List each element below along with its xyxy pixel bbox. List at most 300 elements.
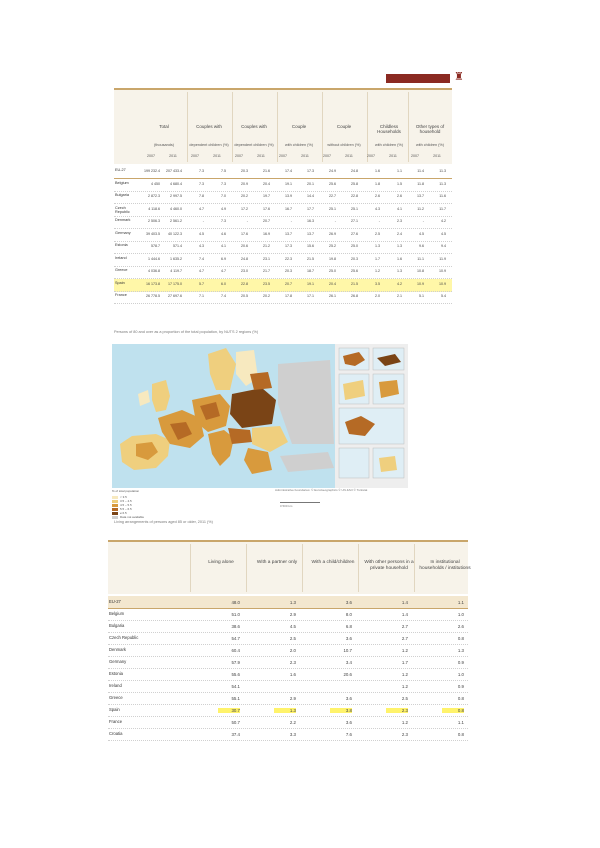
table-cell: 16.9 — [263, 231, 270, 236]
country-label: Bulgaria — [109, 623, 125, 628]
table-cell: 4.2 — [397, 281, 402, 286]
column-unit-label: with children (%) — [374, 143, 404, 147]
table-cell: 2.2 — [289, 720, 296, 725]
table-cell: 13.7 — [307, 231, 314, 236]
year-header: 2011 — [169, 154, 177, 158]
table-cell: 11.3 — [439, 181, 446, 186]
baltics-region — [250, 372, 272, 390]
table-cell: 19.7 — [263, 194, 270, 198]
table-cell: 4.6 — [221, 231, 226, 236]
table-cell: 1.4 — [401, 600, 408, 605]
table-cell: 207 433.4 — [166, 169, 182, 173]
table-cell: 4 450 — [151, 181, 160, 186]
poland-region — [230, 388, 276, 428]
turkey-region — [280, 452, 334, 472]
table-cell: 4.2 — [441, 219, 446, 223]
column-header: With a partner only — [256, 560, 298, 565]
table-cell: 20.4 — [263, 181, 270, 186]
table-row — [114, 291, 452, 304]
table-cell: 1.7 — [401, 660, 408, 665]
table-cell: 25.0 — [329, 269, 336, 273]
table-cell: 21.5 — [351, 281, 358, 286]
table-cell: 23.0 — [241, 269, 248, 273]
table-cell: 22.3 — [285, 256, 292, 261]
table-cell: 16.7 — [285, 206, 292, 211]
table-cell: 5.4 — [441, 294, 446, 298]
country-label: Belgium — [115, 180, 129, 185]
table-cell: 1 444.6 — [148, 256, 160, 261]
column-group-header: Couple — [336, 124, 352, 129]
table-cell: 38.6 — [231, 624, 240, 629]
sweden-region — [208, 348, 236, 390]
year-header: 2011 — [389, 154, 397, 158]
table-cell: 20.6 — [343, 672, 352, 677]
table-cell: 2.3 — [401, 732, 408, 737]
uk-region — [152, 380, 170, 412]
country-label: Greece — [109, 695, 123, 700]
table-cell: 20.6 — [241, 244, 248, 248]
column-header: With a child/children — [311, 560, 355, 565]
table-cell: 17.6 — [263, 206, 270, 211]
table-row — [114, 204, 452, 217]
table-row — [114, 266, 452, 279]
table-cell: 7.3 — [199, 181, 204, 186]
country-label: France — [109, 719, 123, 724]
table-cell: 4 118.6 — [148, 206, 160, 211]
table-cell: 9.6 — [419, 244, 424, 248]
table-cell: 1.3 — [289, 600, 296, 605]
table-cell: 4 680.4 — [170, 181, 182, 186]
table-cell: 3.3 — [289, 732, 296, 737]
table-cell: 2 872.3 — [148, 194, 160, 198]
table-cell: 1.6 — [375, 169, 380, 173]
country-label: Estonia — [109, 671, 123, 676]
year-header: 2011 — [433, 154, 441, 158]
table-cell: 2.9 — [289, 696, 296, 701]
table-cell: 10.9 — [439, 281, 446, 286]
table-cell: 2 997.5 — [170, 194, 182, 198]
table-cell: 1.3 — [274, 708, 296, 713]
austria-hungary-region — [228, 428, 252, 444]
country-label: France — [115, 293, 127, 297]
table-cell: 23.5 — [263, 281, 270, 286]
table-cell: 7.6 — [345, 732, 352, 737]
table-cell: 3.6 — [345, 600, 352, 605]
table-cell: 25.8 — [351, 181, 358, 186]
table-cell: 6.0 — [221, 281, 226, 286]
table-cell: 2.9 — [289, 612, 296, 617]
table-cell: - — [334, 219, 336, 223]
table-top-rule — [114, 88, 452, 90]
table-cell: 2.3 — [386, 708, 408, 713]
country-label: Bulgaria — [115, 193, 129, 197]
table-cell: 4.5 — [199, 231, 204, 236]
map-insets-panel — [335, 344, 408, 488]
table-cell: 10.7 — [343, 648, 352, 653]
table-cell: 24.8 — [241, 256, 248, 261]
table-cell: 1.8 — [375, 181, 380, 186]
table-cell: 20.7 — [285, 281, 292, 286]
map-insets-svg — [335, 344, 408, 488]
legend-swatch — [112, 508, 118, 511]
table-cell: 1 635.2 — [170, 256, 182, 261]
non-eu-region — [278, 360, 334, 444]
table-cell: 20.3 — [351, 256, 358, 261]
year-header: 2007 — [191, 154, 199, 158]
table-cell: 3.6 — [345, 636, 352, 641]
table-cell: 23.1 — [263, 256, 270, 261]
table-cell: 6.9 — [221, 256, 226, 261]
table-cell: 25.1 — [351, 206, 358, 211]
table-cell: 3.6 — [345, 720, 352, 725]
table-cell: 17.3 — [285, 244, 292, 248]
table-cell: 1.6 — [289, 672, 296, 677]
table-cell: 20.2 — [241, 194, 248, 198]
table-cell: 26.1 — [329, 294, 336, 298]
table-cell: 19.1 — [285, 181, 292, 186]
legend-label: 3.5 – 4.5 — [120, 499, 132, 503]
table-cell: - — [246, 219, 248, 223]
table-cell: 17.7 — [307, 206, 314, 211]
column-separator — [408, 92, 409, 162]
table-cell: 5.1 — [419, 294, 424, 298]
table-cell: 2.7 — [401, 636, 408, 641]
table-cell: 1.5 — [397, 181, 402, 186]
legend-swatch — [112, 516, 118, 519]
column-header: With other persons in a private household — [364, 560, 414, 571]
country-label: Spain — [115, 280, 125, 285]
year-header: 2011 — [213, 154, 221, 158]
table-cell: 1.1 — [457, 720, 464, 725]
table-cell: 2.7 — [401, 624, 408, 629]
table-row — [108, 728, 468, 741]
year-header: 2007 — [323, 154, 331, 158]
table-cell: 10.9 — [439, 269, 446, 273]
country-label: Greece — [115, 268, 128, 272]
table-cell: 2.5 — [401, 696, 408, 701]
table-cell: 11.2 — [417, 206, 424, 211]
table-cell: 11.6 — [439, 194, 446, 198]
table-cell: 15.6 — [307, 244, 314, 248]
table-cell: 0.9 — [457, 684, 464, 689]
legend-swatch — [112, 512, 118, 515]
country-label: EU-27 — [109, 599, 121, 604]
legend-title: % of total population — [112, 489, 140, 493]
table-cell: 7.4 — [199, 256, 204, 261]
country-label: Ireland — [109, 683, 122, 688]
column-unit-label: without children (%) — [327, 143, 361, 147]
table-cell: 20.5 — [241, 294, 248, 298]
table-cell: 17.6 — [241, 231, 248, 236]
table-cell: 7.1 — [199, 294, 204, 298]
table-cell: 2.5 — [375, 231, 380, 236]
table-cell: 25.0 — [351, 244, 358, 248]
table-cell: 1.3 — [457, 648, 464, 653]
column-separator — [414, 544, 415, 592]
table-cell: 2.6 — [397, 194, 402, 198]
map-scale-bar — [280, 502, 320, 508]
table-cell: 57.9 — [231, 660, 240, 665]
table-cell: 11.8 — [417, 181, 424, 186]
table-cell: 2.0 — [375, 294, 380, 298]
table-cell: 26 778.5 — [146, 294, 160, 298]
country-label: Germany — [115, 230, 131, 235]
table-cell: 1.3 — [375, 244, 380, 248]
table-cell: 2.3 — [397, 219, 402, 223]
table-cell: 1.0 — [457, 612, 464, 617]
table-cell: 22.8 — [351, 194, 358, 198]
table-cell: 20.1 — [307, 181, 314, 186]
country-label: Spain — [109, 707, 120, 712]
table-cell: 2.6 — [457, 624, 464, 629]
table-cell: 11.7 — [439, 206, 446, 211]
column-group-header: Couples with — [241, 124, 267, 129]
table-cell: 2.5 — [289, 636, 296, 641]
table-cell: 25.1 — [329, 206, 336, 211]
table-cell: 39 403.5 — [146, 231, 160, 236]
table-cell: 11.9 — [439, 256, 446, 261]
table-cell: 37.4 — [231, 732, 240, 737]
table-cell: 2.4 — [397, 231, 402, 236]
table-cell: 26.8 — [351, 294, 358, 298]
table-cell: 2 561.2 — [170, 219, 182, 223]
column-unit-label: with children (%) — [284, 143, 314, 147]
table-cell: 54.7 — [231, 636, 240, 641]
table-cell: 4.3 — [199, 244, 204, 248]
header-banner — [386, 74, 450, 83]
table-cell: 11.3 — [439, 169, 446, 173]
column-separator — [246, 544, 247, 592]
country-label: Denmark — [109, 647, 126, 652]
country-label: Estonia — [115, 243, 128, 247]
table-cell: 30.7 — [218, 708, 240, 713]
table-cell: 18.7 — [307, 269, 314, 273]
table-cell: 4.9 — [221, 206, 226, 211]
column-separator — [302, 544, 303, 592]
table-cell: 1.3 — [397, 244, 402, 248]
table-cell: 21.5 — [307, 256, 314, 261]
table-cell: 27.1 — [351, 219, 358, 223]
legend-swatch — [112, 496, 118, 499]
table-cell: 4.5 — [441, 231, 446, 236]
column-separator — [322, 92, 323, 162]
table-row — [114, 229, 452, 242]
table-cell: 199 232.4 — [144, 169, 160, 173]
table-cell: 7.3 — [221, 181, 226, 186]
country-label: Germany — [109, 659, 127, 664]
column-separator — [277, 92, 278, 162]
table-cell: 24.8 — [351, 169, 358, 173]
table-cell: 1.2 — [401, 648, 408, 653]
table2-caption: Living arrangements of persons aged 85 or older, 2011 (%) — [114, 520, 213, 524]
column-group-header: Other types of household — [415, 124, 445, 134]
table-cell: 51.0 — [231, 612, 240, 617]
column-separator — [187, 92, 188, 162]
table-cell: 27 697.6 — [168, 294, 182, 298]
table-cell: - — [422, 219, 424, 223]
table-cell: 20.2 — [263, 294, 270, 298]
table-cell: 22.7 — [329, 194, 336, 198]
scale-label: 0 500 km — [280, 504, 293, 508]
table-cell: 4.7 — [199, 269, 204, 273]
table-cell: 1.7 — [375, 256, 380, 261]
table-cell: - — [202, 219, 204, 223]
table-cell: 3.8 — [330, 708, 352, 713]
table-cell: 14.4 — [307, 194, 314, 198]
romania-region — [252, 426, 288, 452]
table-cell: 1.6 — [397, 256, 402, 261]
country-label: Ireland — [115, 255, 127, 260]
map-caption: Persons of 80 and over as a proportion of the total population, by NUTS 2 regions (%) — [114, 330, 259, 334]
table-cell: 7.0 — [221, 194, 226, 198]
table-cell: 2 506.3 — [148, 219, 160, 223]
table-cell: 578.7 — [151, 244, 160, 248]
table-cell: 1.0 — [457, 672, 464, 677]
table-cell: 7.4 — [221, 294, 226, 298]
legend-label: ≥ 6.5 — [120, 511, 127, 515]
table-cell: 17.3 — [307, 169, 314, 173]
year-header: 2011 — [257, 154, 265, 158]
table-cell: 11.4 — [417, 169, 424, 173]
household-composition-table — [114, 88, 452, 304]
table-cell: 4.5 — [289, 624, 296, 629]
table-cell: 25.6 — [351, 269, 358, 273]
table-cell: 0.8 — [457, 696, 464, 701]
table-cell: 16 173.8 — [146, 281, 160, 286]
table-cell: 2.1 — [397, 294, 402, 298]
column-group-header: Total — [159, 124, 169, 129]
table-cell: 21.2 — [263, 244, 270, 248]
table-cell: 0.8 — [442, 708, 464, 713]
table-cell: 50.7 — [231, 720, 240, 725]
table-cell: 55.1 — [231, 696, 240, 701]
table-row — [114, 254, 452, 267]
table-cell: 1.1 — [397, 169, 402, 173]
table-cell: 13.7 — [417, 194, 424, 198]
year-header: 2007 — [235, 154, 243, 158]
table-cell: 25.2 — [329, 244, 336, 248]
table-row — [114, 166, 452, 179]
table-cell: 4.5 — [419, 231, 424, 236]
column-separator — [190, 544, 191, 592]
table-cell: 2.0 — [289, 648, 296, 653]
column-unit-label: dependent children (%) — [189, 143, 229, 147]
legend-label: 5.5 – 6.5 — [120, 507, 132, 511]
table-cell: 17.1 — [307, 294, 314, 298]
table-cell: 9.4 — [441, 244, 446, 248]
year-header: 2007 — [147, 154, 155, 158]
table-cell: 13.7 — [285, 231, 292, 236]
table-cell: 11.1 — [417, 256, 424, 261]
table-cell: 3.6 — [345, 696, 352, 701]
column-unit-label: dependent children (%) — [234, 143, 274, 147]
table-cell: 17.8 — [285, 294, 292, 298]
legend-swatch — [112, 500, 118, 503]
table-cell: 17.4 — [285, 169, 292, 173]
table-row — [114, 241, 452, 254]
year-header: 2007 — [367, 154, 375, 158]
table-cell: 24.9 — [329, 169, 336, 173]
column-header: Living alone — [208, 560, 234, 565]
table-cell: 10.9 — [417, 281, 424, 286]
table-cell: 16.3 — [307, 219, 314, 223]
column-separator — [232, 92, 233, 162]
table-cell: 0.9 — [457, 660, 464, 665]
table-cell: 40 122.3 — [168, 231, 182, 236]
table-cell: 4 119.7 — [170, 269, 182, 273]
table-cell: 1.4 — [401, 612, 408, 617]
table-cell: 22.8 — [241, 281, 248, 286]
legend-label: 4.5 – 5.5 — [120, 503, 132, 507]
country-label: EU-27 — [115, 168, 126, 172]
table-cell: 60.4 — [231, 648, 240, 653]
column-separator — [358, 544, 359, 592]
table-cell: - — [378, 219, 380, 223]
table-cell: 21.6 — [263, 169, 270, 173]
table-cell: 4.3 — [375, 206, 380, 211]
table-cell: 10.8 — [417, 269, 424, 273]
ireland-region — [138, 390, 150, 406]
table-cell: 4.1 — [221, 244, 226, 248]
table-cell: 8.0 — [345, 612, 352, 617]
table-cell: 1.2 — [401, 672, 408, 677]
table-cell: 2.3 — [289, 660, 296, 665]
legend-swatch — [112, 504, 118, 507]
legend-label: < 3.5 — [120, 495, 127, 499]
table-cell: 5.7 — [199, 281, 204, 286]
table-cell: - — [290, 219, 292, 223]
year-header: 2007 — [279, 154, 287, 158]
table-cell: 4.7 — [221, 269, 226, 273]
table-cell: 27.6 — [351, 231, 358, 236]
table-cell: 0.8 — [457, 636, 464, 641]
table-cell: 1.1 — [457, 600, 464, 605]
column-header: In institutional households / institutions — [419, 560, 471, 571]
column-group-header: Couple — [291, 124, 307, 129]
table-top-rule — [108, 540, 468, 542]
castle-icon: ♜ — [454, 71, 464, 83]
table-cell: 21.7 — [263, 269, 270, 273]
table-cell: 20.9 — [241, 181, 248, 186]
table-cell: 17.2 — [241, 206, 248, 211]
table-cell: 4 036.8 — [148, 269, 160, 273]
table-cell: 0.8 — [457, 732, 464, 737]
table-cell: 19.8 — [329, 256, 336, 261]
table-cell: 55.6 — [231, 672, 240, 677]
year-header: 2011 — [301, 154, 309, 158]
column-group-header: Couples with — [196, 124, 222, 129]
country-label: Czech Republic — [115, 205, 130, 214]
table-cell: 20.7 — [263, 219, 270, 223]
table-row — [114, 279, 452, 292]
table-cell: 7.5 — [221, 169, 226, 173]
table-cell: 4.7 — [199, 206, 204, 211]
column-group-header: Childless Households — [377, 124, 401, 134]
table-cell: 19.1 — [307, 281, 314, 286]
country-label: Croatia — [109, 731, 123, 736]
column-unit-label: (thousands) — [153, 143, 175, 147]
table-cell: 6.8 — [345, 624, 352, 629]
table-cell: 571.4 — [173, 244, 182, 248]
table-cell: 17 175.0 — [168, 281, 182, 286]
map-footnote: Administrative boundaries: © EuroGeographics © UN-FAO © Turkstat — [275, 488, 368, 492]
table-cell: 26.9 — [329, 231, 336, 236]
country-label: Belgium — [109, 611, 125, 616]
country-label: Czech Republic — [109, 635, 139, 640]
table-cell: 4.1 — [397, 206, 402, 211]
table-cell: 3.4 — [345, 660, 352, 665]
table-cell: 3.5 — [375, 281, 380, 286]
